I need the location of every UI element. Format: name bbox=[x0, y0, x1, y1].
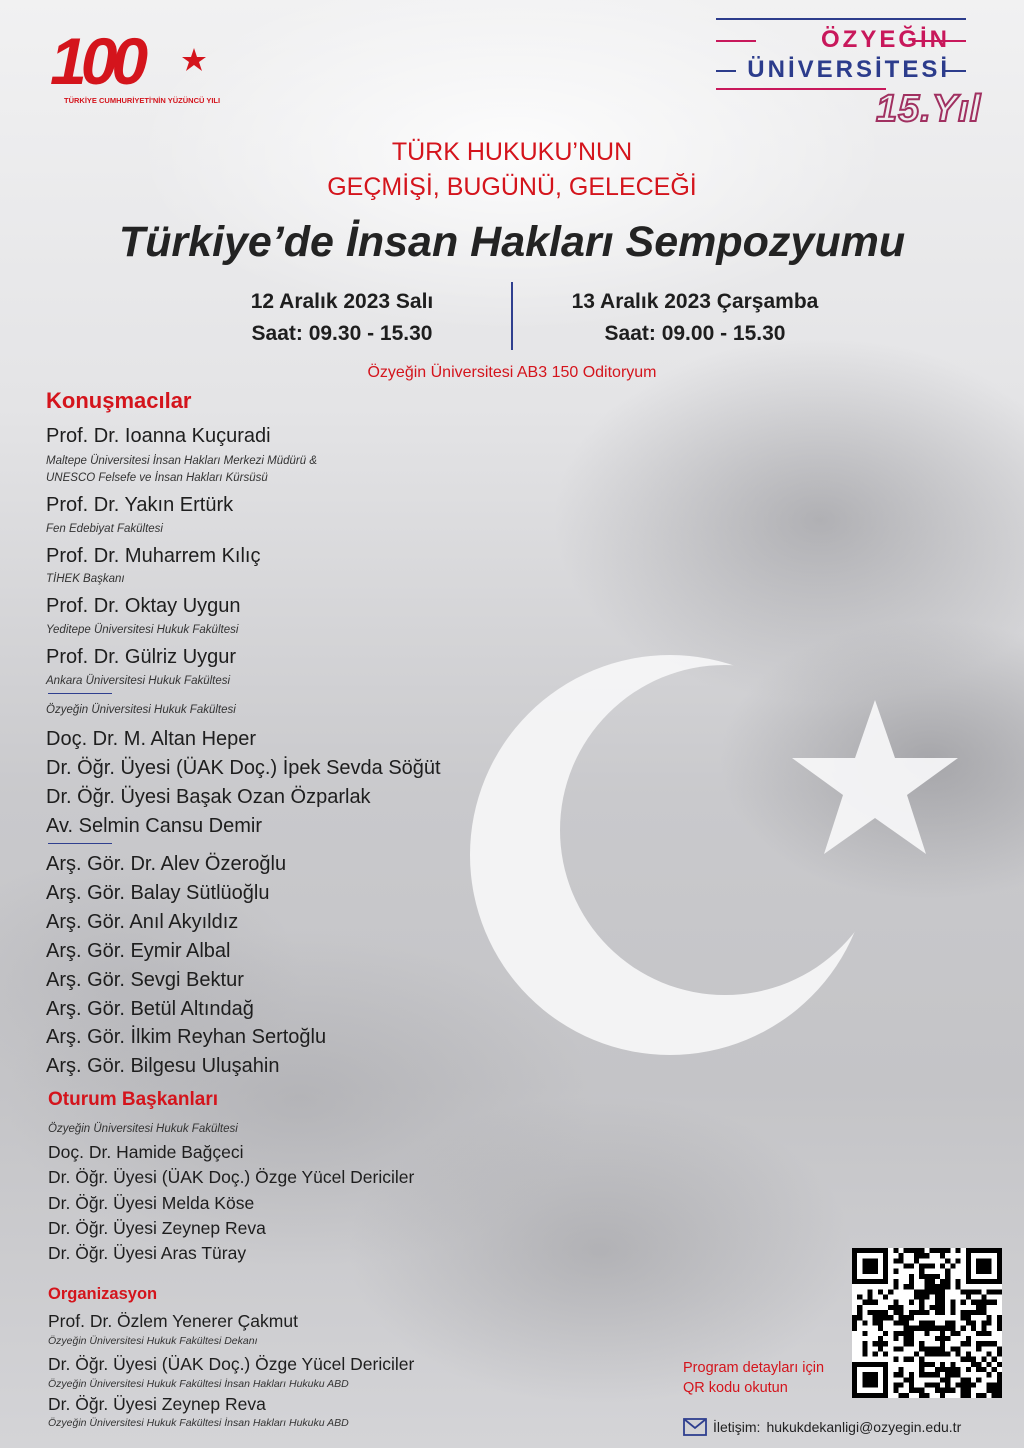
section-rule bbox=[48, 693, 112, 694]
page-title: Türkiye’de İnsan Hakları Sempozyumu bbox=[118, 218, 906, 266]
logo-line bbox=[716, 40, 756, 42]
speaker-name: Prof. Dr. Oktay Uygun bbox=[46, 595, 241, 617]
speaker-name: Prof. Dr. Muharrem Kılıç bbox=[46, 545, 261, 567]
host-faculty-name: Dr. Öğr. Üyesi Başak Ozan Özparlak bbox=[46, 786, 371, 808]
day1-block bbox=[192, 286, 492, 350]
speaker-affiliation: TİHEK Başkanı bbox=[46, 573, 125, 585]
assistant-name: Arş. Gör. Bilgesu Uluşahin bbox=[46, 1055, 280, 1077]
speaker-affiliation: Maltepe Üniversitesi İnsan Hakları Merkezi Müdürü & bbox=[46, 455, 317, 467]
chair-name: Dr. Öğr. Üyesi Zeynep Reva bbox=[48, 1218, 266, 1238]
assistant-name: Arş. Gör. İlkim Reyhan Sertoğlu bbox=[46, 1026, 327, 1048]
host-faculty-name: Av. Selmin Cansu Demir bbox=[46, 815, 262, 837]
centennial-number: 100 bbox=[50, 24, 143, 98]
chair-name: Dr. Öğr. Üyesi (ÜAK Doç.) Özge Yücel Dericiler bbox=[48, 1167, 415, 1187]
day2-date: 13 Aralık 2023 Çarşamba bbox=[571, 290, 819, 313]
host-faculty-name: Doç. Dr. M. Altan Heper bbox=[46, 728, 257, 750]
chairs-heading: Oturum Başkanları bbox=[48, 1089, 218, 1110]
speaker-name: Prof. Dr. Ioanna Kuçuradi bbox=[46, 425, 271, 447]
qr-note bbox=[683, 1358, 853, 1398]
logo-line bbox=[716, 18, 966, 20]
contact-email[interactable]: hukukdekanligi@ozyegin.edu.tr bbox=[766, 1419, 962, 1435]
assistant-name: Arş. Gör. Eymir Albal bbox=[46, 940, 231, 962]
centennial-logo bbox=[50, 22, 220, 114]
day2-time: Saat: 09.00 - 15.30 bbox=[604, 322, 786, 345]
organization-heading: Organizasyon bbox=[48, 1285, 158, 1303]
organizer-name: Dr. Öğr. Üyesi Zeynep Reva bbox=[48, 1394, 266, 1414]
mail-icon bbox=[683, 1418, 707, 1436]
organizer-name: Dr. Öğr. Üyesi (ÜAK Doç.) Özge Yücel Dericiler bbox=[48, 1354, 415, 1374]
section-rule bbox=[48, 843, 112, 844]
day1-time: Saat: 09.30 - 15.30 bbox=[251, 322, 433, 345]
assistant-name: Arş. Gör. Betül Altındağ bbox=[46, 998, 254, 1020]
assistant-name: Arş. Gör. Balay Sütlüoğlu bbox=[46, 882, 270, 904]
logo-line bbox=[716, 70, 736, 72]
title-line1: TÜRK HUKUKU’NUN bbox=[391, 138, 633, 166]
centennial-tagline: TÜRKİYE CUMHURİYETİ'NİN YÜZÜNCÜ YILI bbox=[64, 96, 221, 105]
contact-label: İletişim: bbox=[713, 1419, 761, 1435]
title-line2: GEÇMİŞİ, BUGÜNÜ, GELECEĞİ bbox=[327, 173, 697, 201]
host-affiliation: Özyeğin Üniversitesi Hukuk Fakültesi bbox=[46, 704, 236, 716]
qr-code[interactable] bbox=[852, 1248, 1002, 1398]
chairs-affiliation: Özyeğin Üniversitesi Hukuk Fakültesi bbox=[48, 1123, 238, 1135]
speaker-affiliation: Yeditepe Üniversitesi Hukuk Fakültesi bbox=[46, 624, 239, 636]
assistant-name: Arş. Gör. Sevgi Bektur bbox=[46, 969, 244, 991]
organizer-role: Özyeğin Üniversitesi Hukuk Fakültesi Dekanı bbox=[48, 1335, 258, 1347]
organizer-role: Özyeğin Üniversitesi Hukuk Fakültesi İnsan Hakları Hukuku ABD bbox=[48, 1417, 349, 1429]
logo-line2: ÜNİVERSİTESİ bbox=[747, 56, 950, 83]
qr-note-line1: Program detayları için bbox=[683, 1360, 825, 1376]
host-faculty-name: Dr. Öğr. Üyesi (ÜAK Doç.) İpek Sevda Söğüt bbox=[46, 757, 441, 779]
date-divider bbox=[511, 282, 513, 350]
speakers-heading: Konuşmacılar bbox=[46, 388, 192, 413]
chair-name: Doç. Dr. Hamide Bağçeci bbox=[48, 1142, 244, 1162]
assistant-name: Arş. Gör. Anıl Akyıldız bbox=[46, 911, 239, 933]
crescent-star-watermark bbox=[470, 640, 990, 1060]
venue: Özyeğin Üniversitesi AB3 150 Oditoryum bbox=[367, 364, 657, 381]
speaker-affiliation: Ankara Üniversitesi Hukuk Fakültesi bbox=[46, 675, 231, 687]
crescent-star-icon bbox=[150, 40, 210, 90]
speaker-affiliation: Fen Edebiyat Fakültesi bbox=[46, 523, 163, 535]
organizer-name: Prof. Dr. Özlem Yenerer Çakmut bbox=[48, 1311, 298, 1331]
organizer-role: Özyeğin Üniversitesi Hukuk Fakültesi İnsan Hakları Hukuku ABD bbox=[48, 1378, 349, 1390]
day2-block bbox=[545, 286, 845, 350]
day1-date: 12 Aralık 2023 Salı bbox=[250, 290, 434, 313]
logo-line bbox=[716, 88, 886, 90]
speaker-name: Prof. Dr. Yakın Ertürk bbox=[46, 494, 234, 516]
chair-name: Dr. Öğr. Üyesi Melda Köse bbox=[48, 1193, 255, 1213]
ozyegin-logo bbox=[716, 12, 1006, 132]
logo-line1: ÖZYEĞİN bbox=[820, 26, 950, 53]
qr-note-line2: QR kodu okutun bbox=[683, 1380, 788, 1396]
anniversary-badge: 15.Yıl bbox=[876, 88, 982, 130]
chair-name: Dr. Öğr. Üyesi Aras Türay bbox=[48, 1243, 247, 1263]
contact bbox=[683, 1418, 961, 1436]
speaker-name: Prof. Dr. Gülriz Uygur bbox=[46, 646, 237, 668]
assistant-name: Arş. Gör. Dr. Alev Özeroğlu bbox=[46, 853, 287, 875]
speaker-affiliation: UNESCO Felsefe ve İnsan Hakları Kürsüsü bbox=[46, 472, 268, 484]
